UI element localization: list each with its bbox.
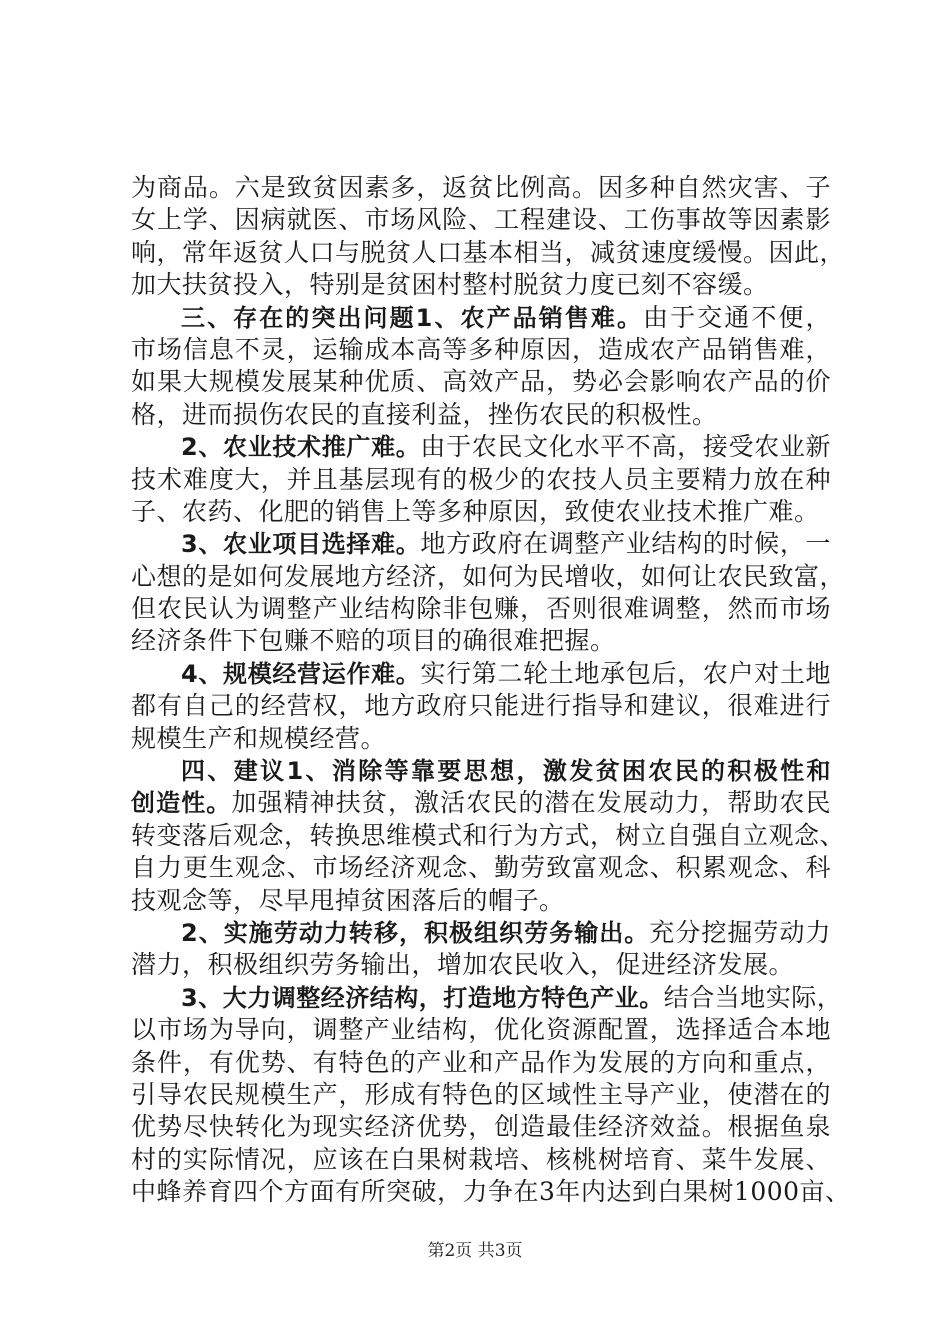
item-heading-line: 3、农业项目选择难。地方政府在调整产业结构的时候，一	[181, 529, 831, 559]
item-heading: 2、实施劳动力转移，积极组织劳务输出。	[181, 918, 650, 947]
body-line: 女上学、因病就医、市场风险、工程建设、工伤事故等因素影	[131, 205, 831, 235]
body-line: 村的实际情况，应该在白果树栽培、核桃树培育、菜牛发展、	[131, 1144, 831, 1174]
body-line: 引导农民规模生产，形成有特色的区域性主导产业，使潜在的	[131, 1079, 831, 1109]
item-heading: 4、规模经营运作难。	[181, 659, 421, 688]
item-heading-line: 3、大力调整经济结构，打造地方特色产业。结合当地实际，	[181, 982, 843, 1012]
body-line: 如果大规模发展某种优质、高效产品，势必会影响农产品的价	[131, 367, 831, 397]
body-line: 转变落后观念，转换思维模式和行为方式，树立自强自立观念、	[131, 820, 846, 850]
item-heading-line: 4、规模经营运作难。实行第二轮土地承包后，农户对土地	[181, 658, 831, 688]
body-line: 都有自己的经营权，地方政府只能进行指导和建议，很难进行	[131, 691, 831, 721]
section-heading-line: 三、存在的突出问题1、农产品销售难。由于交通不便，	[181, 302, 831, 332]
paragraph-end-line: 潜力，积极组织劳务输出，增加农民收入，促进经济发展。	[131, 950, 795, 980]
body-line: 以市场为导向，调整产业结构，优化资源配置，选择适合本地	[131, 1015, 831, 1045]
body-line: 自力更生观念、市场经济观念、勤劳致富观念、积累观念、科	[131, 853, 831, 883]
paragraph-end-line: 格，进而损伤农民的直接利益，挫伤农民的积极性。	[131, 399, 718, 429]
body-line: 创造性。加强精神扶贫，激活农民的潜在发展动力，帮助农民	[131, 788, 831, 818]
paragraph-end-line: 经济条件下包赚不赔的项目的确很难把握。	[131, 626, 616, 656]
body-line: 但农民认为调整产业结构除非包赚，否则很难调整，然而市场	[131, 594, 831, 624]
paragraph-end-line: 子、农药、化肥的销售上等多种原因，致使农业技术推广难。	[131, 496, 820, 526]
body-line: 为商品。六是致贫因素多，返贫比例高。因多种自然灾害、子	[131, 173, 831, 202]
body-line: 心想的是如何发展地方经济，如何为民增收，如何让农民致富，	[131, 561, 846, 591]
paragraph-end-line: 规模生产和规模经营。	[131, 723, 387, 753]
page-number-footer: 第2页 共3页	[427, 1241, 523, 1261]
item-heading-line: 2、实施劳动力转移，积极组织劳务输出。充分挖掘劳动力	[181, 917, 831, 947]
body-line: 技术难度大，并且基层现有的极少的农技人员主要精力放在种	[131, 464, 831, 494]
document-body	[131, 172, 851, 1209]
body-line: 市场信息不灵，运输成本高等多种原因，造成农产品销售难，	[131, 334, 831, 364]
section-heading: 三、存在的突出问题1、农产品销售难。	[181, 303, 644, 332]
body-line: 中蜂养育四个方面有所突破，力争在3年内达到白果树1000亩、	[131, 1177, 851, 1207]
body-line: 优势尽快转化为现实经济优势，创造最佳经济效益。根据鱼泉	[131, 1112, 831, 1142]
section-heading-line	[131, 755, 831, 787]
item-heading-line: 2、农业技术推广难。由于农民文化水平不高，接受农业新	[181, 432, 831, 462]
item-heading: 3、农业项目选择难。	[181, 530, 421, 559]
section-heading: 四、建议1、消除等靠要思想，激发贫困农民的积极性和	[181, 757, 831, 786]
item-heading: 3、大力调整经济结构，打造地方特色产业。	[181, 983, 664, 1012]
paragraph-end-line: 加大扶贫投入，特别是贫困村整村脱贫力度已刻不容缓。	[131, 270, 769, 300]
body-line: 响，常年返贫人口与脱贫人口基本相当，减贫速度缓慢。因此，	[131, 237, 846, 267]
item-heading: 创造性。	[131, 789, 232, 818]
paragraph-end-line: 技观念等，尽早甩掉贫困落后的帽子。	[131, 885, 565, 915]
item-heading: 2、农业技术推广难。	[181, 433, 421, 462]
body-line: 条件，有优势、有特色的产业和产品作为发展的方向和重点，	[131, 1047, 831, 1077]
